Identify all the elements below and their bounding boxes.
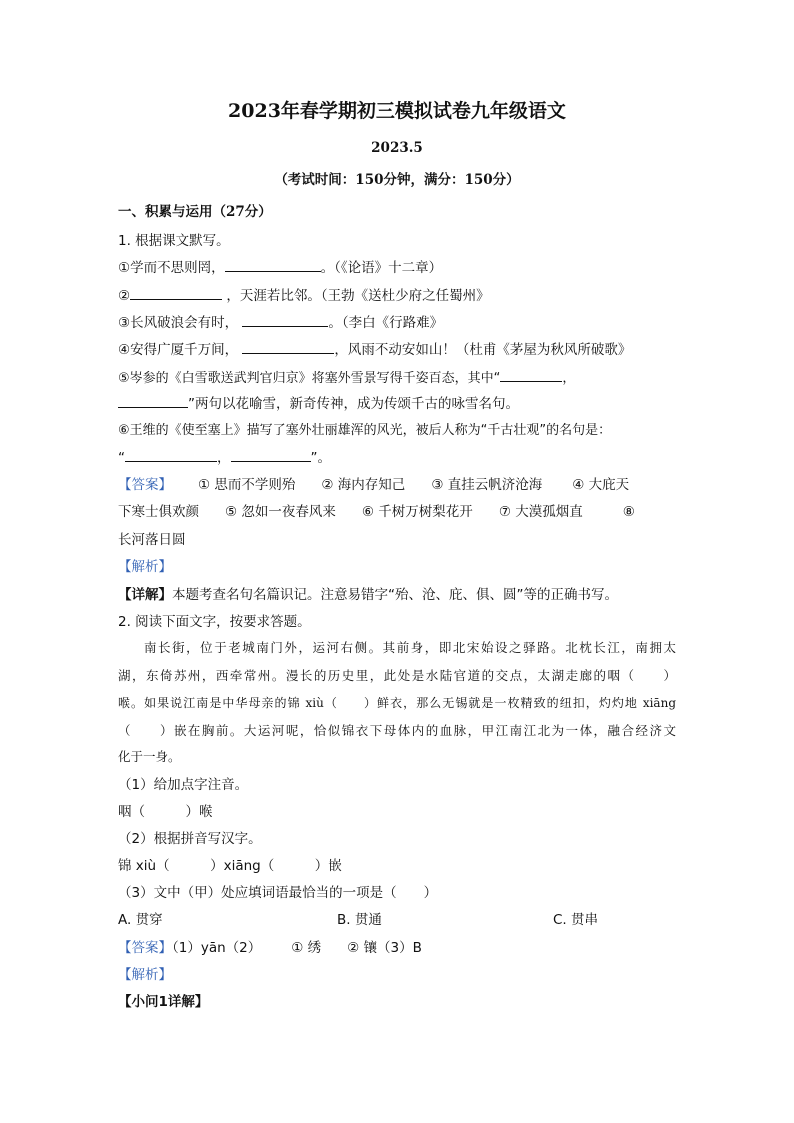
- answer-item: （1）yān（2）: [172, 940, 262, 956]
- q1-answer-line-1: [118, 475, 676, 495]
- section-heading: 一、积累与运用（27分）: [118, 204, 272, 220]
- option-a: A. 贯穿: [118, 912, 163, 928]
- sub-question-2-item: 锦 xiù（ ）xiāng（ ）嵌: [118, 858, 342, 874]
- answer-item: ③ 直挂云帆济沧海: [431, 477, 543, 493]
- q2-answer: [118, 938, 676, 958]
- item-text: ，风雨不动安如山！（杜甫《茅屋为秋风所破歌》: [334, 342, 632, 358]
- passage-line: 南长街，位于老城南门外，运河右侧。其前身，即北宋始设之驿路。北枕长江，南拥太: [144, 640, 676, 655]
- answer-blank: [130, 286, 222, 300]
- answer-item: ⑤ 忽如一夜春风来: [225, 504, 336, 520]
- exam-info: （考试时间：150分钟，满分：150分）: [274, 172, 520, 188]
- answer-blank: [118, 394, 188, 408]
- option-b: B. 贯通: [337, 912, 382, 928]
- answer-blank: [242, 313, 328, 327]
- sub-question-2: （2）根据拼音写汉字。: [118, 831, 262, 847]
- exam-date: 2023.5: [371, 140, 423, 156]
- q1-item-3: [118, 313, 676, 333]
- answer-blank: [242, 340, 334, 354]
- passage-line: 化于一身。: [118, 749, 181, 764]
- item-text: ，天涯若比邻。（王勃《送杜少府之任蜀州》: [226, 288, 490, 304]
- q1-answer-line-2: [118, 502, 676, 522]
- q1-item-5: [118, 368, 676, 389]
- answer-blank: [231, 448, 311, 462]
- sub-detail-heading: 【小问1详解】: [118, 994, 209, 1010]
- analysis-label: 【解析】: [118, 967, 172, 983]
- answer-item: ② 海内存知己: [321, 477, 406, 493]
- question-1-prompt: 1. 根据课文默写。: [118, 233, 230, 249]
- q1-answer-line-3: 长河落日圆: [118, 532, 186, 548]
- q1-item-6-cont: [118, 448, 676, 468]
- answer-label: 【答案】: [118, 477, 172, 493]
- item-text: ②: [118, 288, 131, 304]
- q1-detail: [118, 585, 676, 605]
- detail-label: 【详解】: [118, 587, 172, 603]
- item-text: ”两句以花喻雪，新奇传神，成为传颂千古的咏雪名句。: [188, 396, 519, 412]
- analysis-label: 【解析】: [118, 559, 172, 575]
- page-title: 2023年春学期初三模拟试卷九年级语文: [228, 100, 566, 122]
- passage-line: 喉。如果说江南是中华母亲的锦 xiù（ ）鲜衣，那么无锡就是一枚精致的纽扣，灼灼地 xiāng: [118, 696, 676, 710]
- item-text: 。（李白《行路难》: [328, 315, 444, 331]
- sub-question-1: （1）给加点字注音。: [118, 777, 249, 793]
- item-text: 。（《论语》十二章）: [320, 260, 443, 276]
- q1-item-5-cont: [118, 394, 676, 414]
- answer-label: 【答案】: [118, 940, 172, 956]
- answer-blank: [500, 368, 562, 382]
- answer-item: ⑧: [622, 504, 635, 520]
- item-text: “: [118, 450, 125, 466]
- q1-item-6: ⑥王维的《使至塞上》描写了塞外壮丽雄浑的风光，被后人称为“千古壮观”的名句是：: [118, 423, 612, 438]
- passage-line: 湖，东倚苏州，西牵常州。漫长的历史里，此处是水陆官道的交点，太湖走廊的咽（ ）: [118, 668, 676, 683]
- answer-item: 下寒士俱欢颜: [118, 504, 199, 520]
- item-text: ”。: [310, 450, 331, 466]
- item-text: ③长风破浪会有时，: [118, 315, 239, 331]
- detail-text: 本题考查名句名篇识记。注意易错字“殆、沧、庇、俱、圆”等的正确书写。: [172, 587, 618, 603]
- passage-line: （ ）嵌在胸前。大运河呢，恰似锦衣下母体内的血脉，甲江南江北为一体，融合经济文: [118, 723, 676, 738]
- item-text: ①学而不思则罔，: [118, 260, 225, 276]
- sub-question-1-item: 咽（ ）喉: [118, 804, 213, 820]
- answer-item: ② 镶（3）B: [347, 940, 422, 956]
- item-text: ⑤岑参的《白雪歌送武判官归京》将塞外雪景写得千姿百态，其中“: [118, 371, 501, 386]
- q1-item-1: [118, 258, 676, 278]
- answer-blank: [125, 448, 217, 462]
- question-2-prompt: 2. 阅读下面文字，按要求答题。: [118, 614, 311, 630]
- answer-item: ⑥ 千树万树梨花开: [361, 504, 473, 520]
- q1-item-2: [118, 286, 676, 306]
- item-text: ，: [562, 371, 576, 386]
- q1-item-4: [118, 340, 676, 360]
- option-c: C. 贯串: [553, 912, 599, 928]
- answer-item: ④ 大庇天: [572, 477, 630, 493]
- answer-blank: [225, 258, 321, 272]
- answer-item: ① 绣: [291, 940, 322, 956]
- item-text: ，: [217, 450, 231, 466]
- answer-item: ① 思而不学则殆: [198, 477, 296, 493]
- item-text: ④安得广厦千万间，: [118, 342, 239, 358]
- answer-item: ⑦ 大漠孤烟直: [498, 504, 583, 520]
- sub-question-3: （3）文中（甲）处应填词语最恰当的一项是（ ）: [118, 885, 438, 901]
